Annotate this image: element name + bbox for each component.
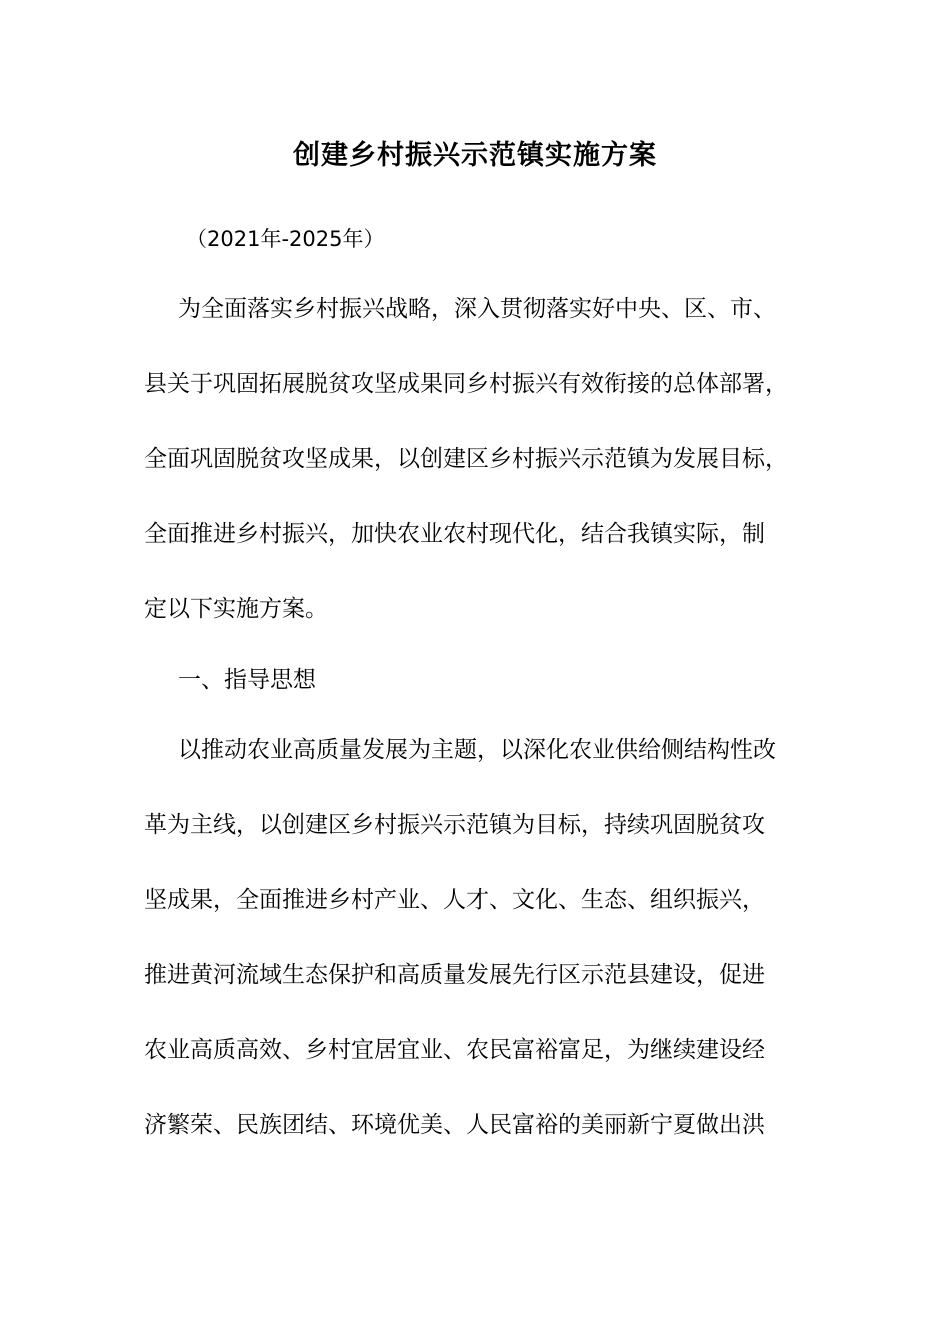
paragraph-line: 县关于巩固拓展脱贫攻坚成果同乡村振兴有效衔接的总体部署， [144, 371, 788, 397]
paragraph-line: 坚成果，全面推进乡村产业、人才、文化、生态、组织振兴， [144, 887, 765, 913]
section-heading: 一、指导思想 [178, 667, 316, 693]
year-range: （2021年-2025年） [186, 227, 385, 251]
paragraph-line: 以推动农业高质量发展为主题，以深化农业供给侧结构性改 [178, 737, 776, 763]
paragraph-line: 农业高质高效、乡村宜居宜业、农民富裕富足，为继续建设经 [144, 1037, 765, 1063]
paragraph-line: 为全面落实乡村振兴战略，深入贯彻落实好中央、区、市、 [178, 296, 776, 322]
paragraph-line: 全面巩固脱贫攻坚成果，以创建区乡村振兴示范镇为发展目标， [144, 446, 788, 472]
paragraph-line: 定以下实施方案。 [144, 596, 328, 622]
paragraph-line: 全面推进乡村振兴，加快农业农村现代化，结合我镇实际，制 [144, 521, 765, 547]
document-title: 创建乡村振兴示范镇实施方案 [293, 140, 657, 171]
paragraph-line: 推进黄河流域生态保护和高质量发展先行区示范县建设，促进 [144, 962, 765, 988]
paragraph-line: 济繁荣、民族团结、环境优美、人民富裕的美丽新宁夏做出洪 [144, 1112, 765, 1138]
paragraph-line: 革为主线，以创建区乡村振兴示范镇为目标，持续巩固脱贫攻 [144, 812, 765, 838]
